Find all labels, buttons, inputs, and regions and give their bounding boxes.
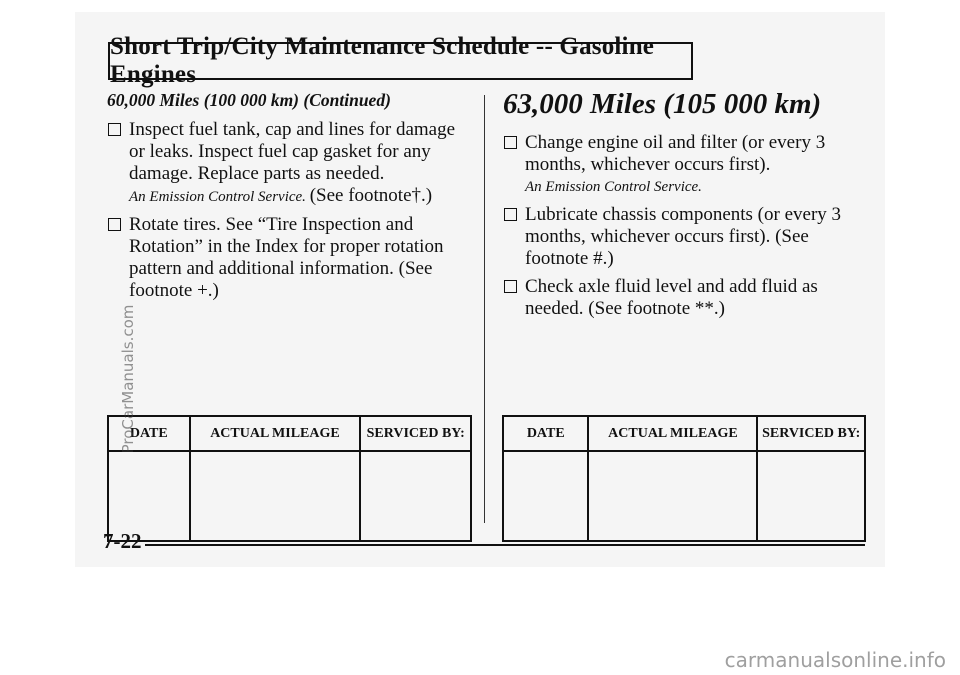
date-cell[interactable] [108, 451, 190, 541]
date-header: DATE [503, 416, 588, 451]
item-text: Lubricate chassis components (or every 3 months, whichever occurs first). (See footnote #.) [525, 204, 842, 269]
checkbox-icon[interactable] [108, 123, 121, 136]
watermark-vertical: ProCarManuals.com [119, 304, 137, 454]
list-item [503, 132, 868, 198]
note-label: An Emission Control Service. [129, 189, 306, 205]
mileage-header: ACTUAL MILEAGE [190, 416, 361, 451]
service-record-table-left [107, 415, 472, 542]
checkbox-icon[interactable] [108, 218, 121, 231]
right-title: 63,000 Miles (105 000 km) [503, 88, 822, 120]
serviced-by-cell[interactable] [757, 451, 865, 541]
list-item [107, 214, 472, 302]
left-subtitle: 60,000 Miles (100 000 km) (Continued) [107, 90, 391, 110]
item-text: Check axle fluid level and add fluid as needed. (See footnote **.) [525, 276, 818, 319]
serviced-by-header: SERVICED BY: [757, 416, 865, 451]
item-text: Rotate tires. See “Tire Inspection and Rotation” in the Index for proper rotation pattern and additional information. (See footnote +.) [129, 214, 444, 301]
item-text: Change engine oil and filter (or every 3 months, whichever occurs first). [525, 132, 826, 175]
checkbox-icon[interactable] [504, 208, 517, 221]
section-title: Short Trip/City Maintenance Schedule -- Gasoline Engines [110, 33, 655, 88]
left-column [107, 119, 472, 308]
checkbox-icon[interactable] [504, 136, 517, 149]
emission-note: An Emission Control Service. [525, 179, 702, 195]
watermark-bottom: carmanualsonline.info [724, 648, 946, 672]
mileage-cell[interactable] [190, 451, 361, 541]
date-cell[interactable] [503, 451, 588, 541]
date-header: DATE [108, 416, 190, 451]
list-item [503, 276, 868, 320]
emission-note [129, 185, 472, 208]
list-item [503, 204, 868, 270]
mileage-header: ACTUAL MILEAGE [588, 416, 757, 451]
footer-rule [145, 544, 865, 546]
footnote-ref: (See footnote†.) [309, 185, 433, 206]
service-record-table-right [502, 415, 866, 542]
right-column [503, 132, 868, 326]
column-divider [484, 95, 485, 523]
serviced-by-cell[interactable] [360, 451, 471, 541]
mileage-cell[interactable] [588, 451, 757, 541]
item-text: Inspect fuel tank, cap and lines for damage or leaks. Inspect fuel cap gasket for any damage. Replace parts as needed. [129, 119, 456, 184]
section-header [108, 33, 693, 88]
page-number: 7-22 [103, 529, 142, 553]
checkbox-icon[interactable] [504, 280, 517, 293]
serviced-by-header: SERVICED BY: [360, 416, 471, 451]
list-item [107, 119, 472, 208]
